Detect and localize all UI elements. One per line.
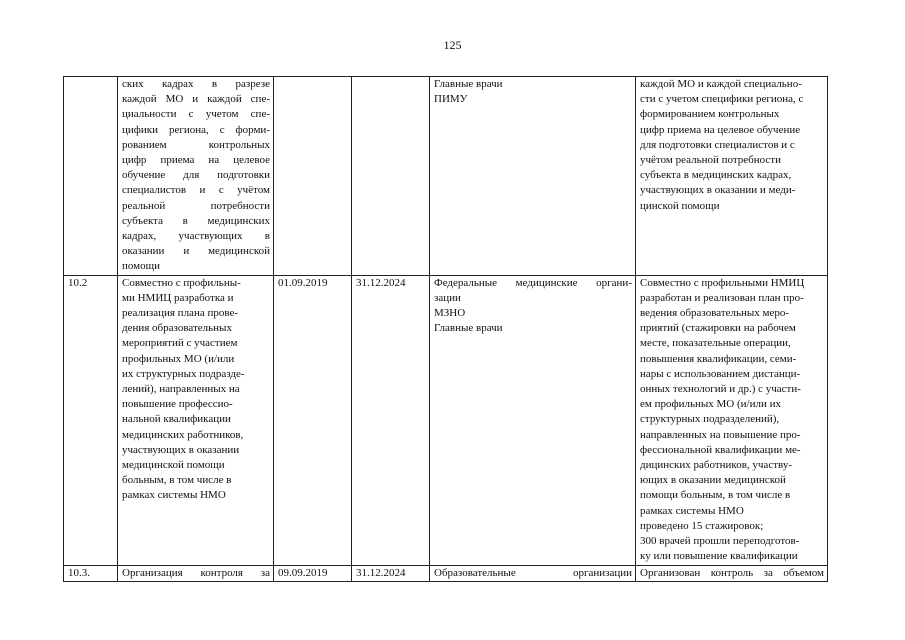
item-number-cell xyxy=(64,565,118,581)
cell-text-line: ющих в оказании медицинской xyxy=(640,474,786,487)
cell-text-line: кадрах, участвующих в xyxy=(122,230,270,243)
table-row xyxy=(64,565,828,581)
cell-text-line: их структурных подразде- xyxy=(122,367,245,380)
start-date-cell xyxy=(274,565,352,581)
event-description-cell xyxy=(118,565,274,581)
cell-text-line: субъекта в медицинских кадрах, xyxy=(640,169,792,182)
table-row xyxy=(64,77,828,276)
cell-text-line: ку или повышение квалификации xyxy=(640,550,798,563)
cell-text-line: МЗНО xyxy=(434,307,466,320)
event-description-cell xyxy=(118,275,274,565)
cell-text-line: ПИМУ xyxy=(434,93,468,106)
cell-text-line: 31.12.2024 xyxy=(356,566,406,579)
cell-text-line: Образовательные организации xyxy=(434,566,632,579)
measures-table xyxy=(63,76,828,582)
cell-text-line: Главные врачи xyxy=(434,78,503,90)
cell-text-line: Главные врачи xyxy=(434,322,503,335)
cell-text-line: циальности с учетом спе- xyxy=(122,108,270,121)
event-description-cell xyxy=(118,77,274,276)
cell-text-line: повышения квалификации, семи- xyxy=(640,352,797,365)
cell-text-line: помощи больным, в том числе в xyxy=(640,489,791,502)
cell-text-line: проведено 15 стажировок; xyxy=(640,519,764,532)
cell-text-line: профильных МО (и/или xyxy=(122,352,235,365)
cell-text-line: ем профильных МО (и/или их xyxy=(640,398,782,411)
start-date-cell xyxy=(274,77,352,276)
cell-text-line: цифр приема на целевое обучение xyxy=(640,123,801,136)
result-cell xyxy=(636,77,828,276)
cell-text-line: формированием контрольных xyxy=(640,108,780,121)
item-number-cell xyxy=(64,275,118,565)
cell-text-line: мероприятий с участием xyxy=(122,337,238,350)
cell-text-line: 09.09.2019 xyxy=(278,566,328,579)
cell-text-line: месте, показательные операции, xyxy=(640,337,791,350)
cell-text-line: субъекта в медицинских xyxy=(122,214,270,227)
cell-text-line: Совместно с профильными НМИЦ xyxy=(640,276,805,289)
cell-text-line: помощи xyxy=(122,260,160,273)
cell-text-line: направленных на повышение про- xyxy=(640,428,801,441)
cell-text-line: ведения образовательных меро- xyxy=(640,307,790,320)
cell-text-line: фессиональной квалификации ме- xyxy=(640,443,801,456)
cell-text-line: Организован контроль за объемом xyxy=(640,566,824,579)
cell-text-line: реальной потребности xyxy=(122,199,270,212)
cell-text-line: нальной квалификации xyxy=(122,413,231,426)
cell-text-line: цифики региона, с форми- xyxy=(122,123,270,136)
responsible-cell xyxy=(430,275,636,565)
cell-text-line: структурных подразделений), xyxy=(640,413,780,426)
cell-text-line: 31.12.2024 xyxy=(356,276,406,289)
end-date-cell xyxy=(352,77,430,276)
cell-text-line: оказании и медицинской xyxy=(122,245,270,258)
cell-text-line: больным, в том числе в xyxy=(122,474,232,487)
cell-text-line: 01.09.2019 xyxy=(278,276,328,289)
cell-text-line: специалистов и с учётом xyxy=(122,184,270,197)
cell-text-line: обучение для подготовки xyxy=(122,169,270,182)
item-number-cell xyxy=(64,77,118,276)
cell-text-line: онных технологий и др.) с участи- xyxy=(640,383,801,396)
cell-text-line: разработан и реализован план про- xyxy=(640,291,804,304)
cell-text-line: Организация контроля за xyxy=(122,566,270,579)
result-cell xyxy=(636,275,828,565)
cell-text-line: медицинской помощи xyxy=(122,459,225,472)
cell-text-line: лений), направленных на xyxy=(122,383,240,396)
cell-text-line: каждой МО и каждой специально- xyxy=(640,78,802,90)
cell-text-line: каждой МО и каждой спе- xyxy=(122,93,270,106)
cell-text-line: учётом реальной потребности xyxy=(640,154,782,167)
end-date-cell xyxy=(352,565,430,581)
cell-text-line: 300 врачей прошли переподготов- xyxy=(640,535,800,548)
cell-text-line: участвующих в оказании xyxy=(122,443,240,456)
table-row xyxy=(64,275,828,565)
cell-text-line: дицинских работников, участву- xyxy=(640,459,792,472)
cell-text-line: нары с использованием дистанци- xyxy=(640,367,801,380)
cell-text-line: цинской помощи xyxy=(640,199,720,212)
cell-text-line: 10.3. xyxy=(68,566,90,579)
cell-text-line: рамках системы НМО xyxy=(122,489,226,502)
cell-text-line: рамках системы НМО xyxy=(640,504,744,517)
cell-text-line: цифр приема на целевое xyxy=(122,154,270,167)
cell-text-line: сти с учетом специфики региона, с xyxy=(640,93,804,106)
cell-text-line: приятий (стажировки на рабочем xyxy=(640,322,796,335)
cell-text-line: медицинских работников, xyxy=(122,428,244,441)
cell-text-line: рованием контрольных xyxy=(122,138,270,151)
cell-text-line: ских кадрах в разрезе xyxy=(122,78,270,90)
responsible-cell xyxy=(430,77,636,276)
page-number: 125 xyxy=(443,38,462,52)
cell-text-line: реализация плана прове- xyxy=(122,307,239,320)
cell-text-line: зации xyxy=(434,291,461,304)
cell-text-line: участвующих в оказании и меди- xyxy=(640,184,796,197)
start-date-cell xyxy=(274,275,352,565)
cell-text-line: Федеральные медицинские органи- xyxy=(434,276,632,289)
cell-text-line: дения образовательных xyxy=(122,322,232,335)
responsible-cell xyxy=(430,565,636,581)
cell-text-line: для подготовки специалистов и с xyxy=(640,138,795,151)
result-cell xyxy=(636,565,828,581)
end-date-cell xyxy=(352,275,430,565)
cell-text-line: повышение профессио- xyxy=(122,398,233,411)
cell-text-line: Совместно с профильны- xyxy=(122,276,241,289)
cell-text-line: 10.2 xyxy=(68,276,88,289)
cell-text-line: ми НМИЦ разработка и xyxy=(122,291,234,304)
